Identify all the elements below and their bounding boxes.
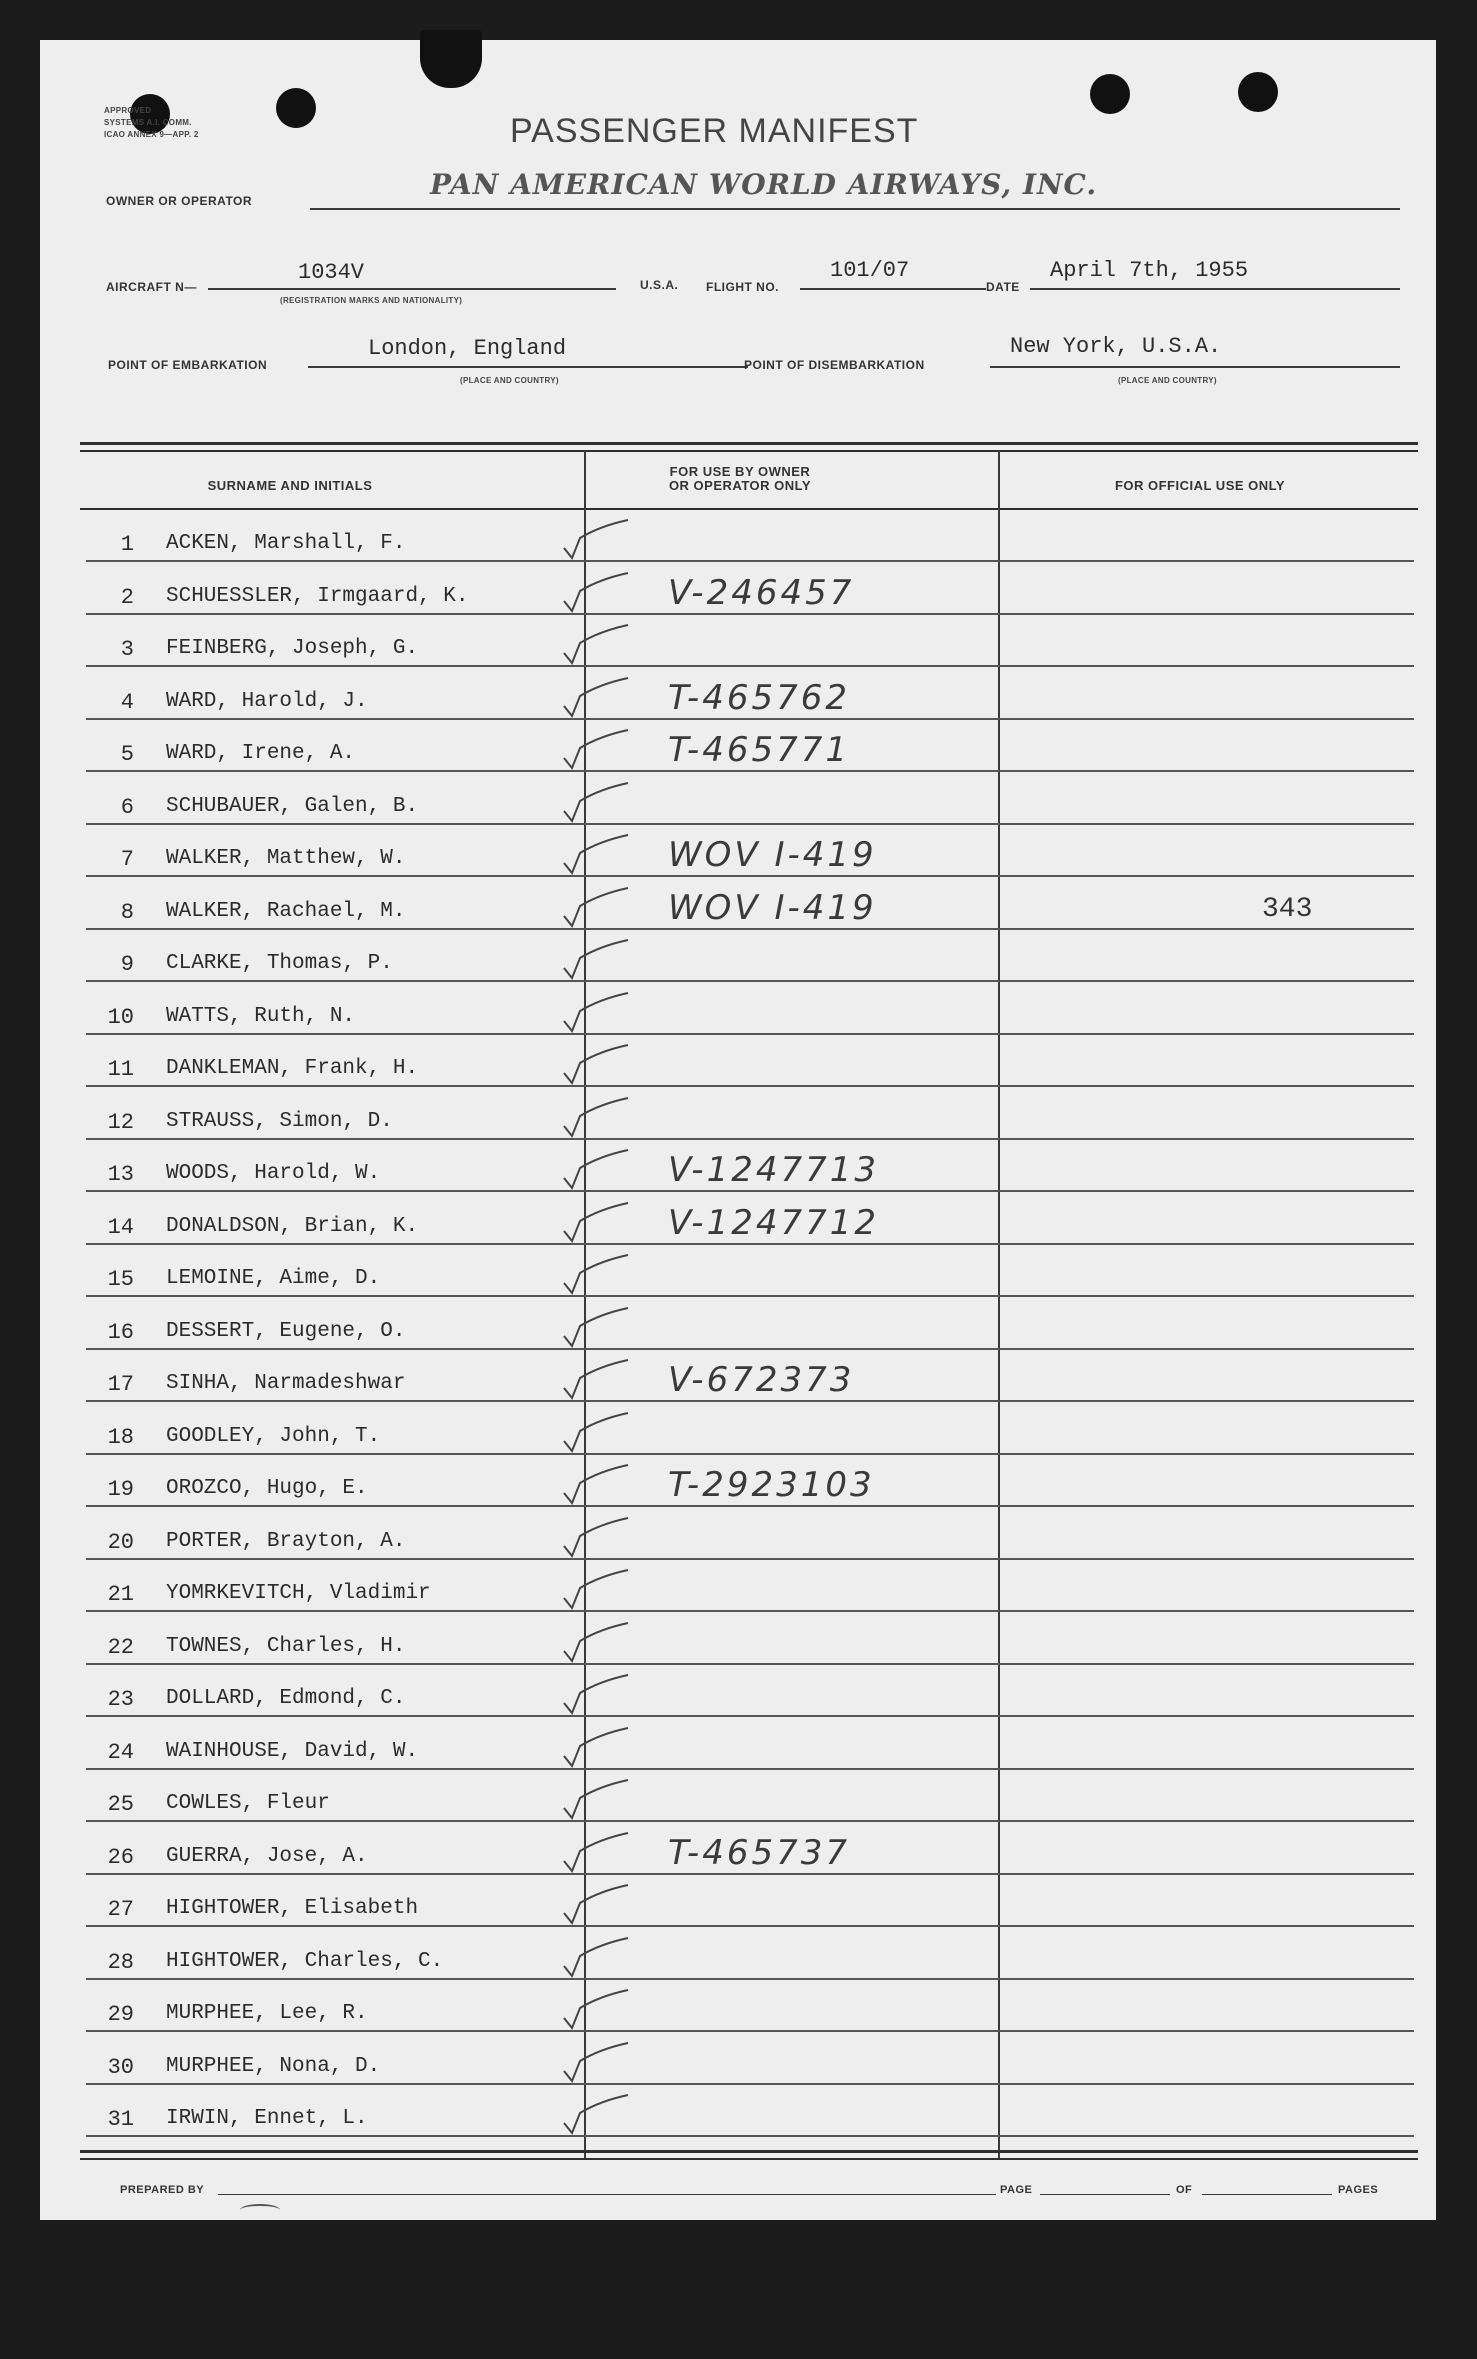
aircraft-underline	[208, 288, 616, 290]
disembark-underline	[990, 366, 1400, 368]
passenger-name: FEINBERG, Joseph, G.	[166, 637, 419, 660]
of-underline	[1202, 2194, 1332, 2195]
date-underline	[1030, 288, 1400, 290]
owner-underline	[310, 208, 1400, 210]
of-label: OF	[1176, 2184, 1193, 2196]
row-number: 6	[120, 794, 134, 820]
owner-note: V-672373	[668, 1360, 855, 1400]
passenger-name: WALKER, Matthew, W.	[166, 847, 406, 870]
owner-note: T-2923103	[668, 1465, 875, 1505]
col-head-owner-2: OR OPERATOR ONLY	[668, 478, 812, 493]
check-mark-icon	[550, 1516, 640, 1562]
passenger-name: GUERRA, Jose, A.	[166, 1844, 368, 1868]
passenger-name: STRAUSS, Simon, D.	[166, 1109, 393, 1133]
row-divider	[86, 560, 1414, 562]
row-divider	[86, 2135, 1414, 2137]
check-mark-icon	[550, 2041, 640, 2087]
owner-label: OWNER OR OPERATOR	[106, 194, 253, 208]
embark-value: London, England	[368, 336, 567, 361]
passenger-name: SCHUESSLER, Irmgaard, K.	[166, 584, 469, 608]
passenger-name: LEMOINE, Aime, D.	[166, 1267, 381, 1290]
row-divider	[86, 823, 1414, 825]
col-divider-2	[998, 450, 1000, 2160]
check-mark-icon	[550, 1358, 640, 1404]
approval-line-1: APPROVED	[104, 106, 152, 115]
row-number: 12	[107, 1109, 134, 1135]
table-bottom-rule-2	[80, 2158, 1418, 2160]
check-mark-icon	[550, 781, 640, 827]
check-mark-icon	[550, 1411, 640, 1457]
official-note: 343	[1262, 894, 1313, 925]
flight-value: 101/07	[830, 258, 910, 283]
page-title: PASSENGER MANIFEST	[510, 112, 919, 150]
row-number: 10	[107, 1004, 134, 1030]
col-head-official: FOR OFFICIAL USE ONLY	[1114, 478, 1286, 493]
row-number: 22	[107, 1634, 134, 1660]
row-divider	[86, 1768, 1414, 1770]
check-mark-icon	[550, 1253, 640, 1299]
check-mark-icon	[550, 1936, 640, 1982]
passenger-name: HIGHTOWER, Elisabeth	[166, 1897, 419, 1920]
row-divider	[86, 1243, 1414, 1245]
row-divider	[86, 1400, 1414, 1402]
row-number: 30	[107, 2054, 134, 2080]
row-divider	[86, 928, 1414, 930]
row-number: 18	[107, 1424, 134, 1450]
binder-tab-hole	[420, 30, 482, 88]
row-number: 3	[120, 637, 134, 662]
owner-note: T-465737	[668, 1832, 850, 1873]
row-divider	[86, 770, 1414, 772]
row-divider	[86, 980, 1414, 982]
check-mark-icon	[550, 1621, 640, 1667]
check-mark-icon	[550, 991, 640, 1037]
check-mark-icon	[550, 728, 640, 774]
row-divider	[86, 613, 1414, 615]
row-number: 8	[120, 899, 134, 925]
approval-line-3: ICAO ANNEX 9—APP. 2	[104, 130, 199, 139]
punch-hole	[276, 88, 316, 128]
row-divider	[86, 2030, 1414, 2032]
row-divider	[86, 1663, 1414, 1665]
passenger-name: SCHUBAUER, Galen, B.	[166, 794, 419, 818]
row-number: 21	[107, 1582, 134, 1607]
row-divider	[86, 1033, 1414, 1035]
row-divider	[86, 2083, 1414, 2085]
passenger-name: MURPHEE, Lee, R.	[166, 2002, 368, 2025]
row-number: 20	[107, 1529, 134, 1555]
row-divider	[86, 1085, 1414, 1087]
aircraft-value: 1034V	[298, 260, 365, 285]
row-number: 13	[107, 1162, 134, 1187]
row-number: 25	[107, 1792, 134, 1817]
check-mark-icon	[550, 676, 640, 722]
row-number: 11	[107, 1057, 134, 1082]
punch-hole	[1090, 74, 1130, 114]
table-top-rule	[80, 442, 1418, 445]
check-mark-icon	[550, 1568, 640, 1614]
row-divider	[86, 1715, 1414, 1717]
row-divider	[86, 1820, 1414, 1822]
row-divider	[86, 1348, 1414, 1350]
passenger-name: CLARKE, Thomas, P.	[166, 952, 393, 975]
row-divider	[86, 1610, 1414, 1612]
passenger-name: COWLES, Fleur	[166, 1792, 330, 1815]
row-number: 5	[120, 742, 134, 767]
embark-underline	[308, 366, 748, 368]
row-number: 16	[107, 1319, 134, 1345]
row-number: 19	[107, 1477, 134, 1502]
row-divider	[86, 875, 1414, 877]
pages-label: PAGES	[1338, 2184, 1379, 2196]
embark-label: POINT OF EMBARKATION	[108, 358, 268, 372]
check-mark-icon	[550, 1306, 640, 1352]
row-divider	[86, 665, 1414, 667]
col-head-owner-1: FOR USE BY OWNER	[669, 464, 811, 479]
row-number: 28	[107, 1949, 134, 1975]
passenger-name: WOODS, Harold, W.	[166, 1162, 381, 1185]
row-number: 14	[107, 1214, 134, 1240]
passenger-name: GOODLEY, John, T.	[166, 1424, 381, 1448]
check-mark-icon	[550, 623, 640, 669]
owner-value: PAN AMERICAN WORLD AIRWAYS, INC.	[430, 168, 1098, 201]
row-divider	[86, 1453, 1414, 1455]
row-number: 7	[120, 847, 134, 872]
flight-underline	[800, 288, 986, 290]
check-mark-icon	[550, 1883, 640, 1929]
row-number: 15	[107, 1267, 134, 1292]
passenger-name: DANKLEMAN, Frank, H.	[166, 1057, 419, 1080]
flight-label: FLIGHT NO.	[706, 280, 779, 294]
owner-note: V-1247712	[668, 1202, 879, 1243]
check-mark-icon	[550, 1096, 640, 1142]
passenger-name: WALKER, Rachael, M.	[166, 899, 406, 923]
disembark-value: New York, U.S.A.	[1010, 334, 1222, 359]
printer-mark-icon	[240, 2204, 280, 2216]
row-divider	[86, 1978, 1414, 1980]
row-number: 9	[120, 952, 134, 977]
owner-note: WOV I-419	[668, 887, 877, 928]
check-mark-icon	[550, 938, 640, 984]
passenger-name: WARD, Irene, A.	[166, 742, 356, 765]
passenger-name: WAINHOUSE, David, W.	[166, 1739, 419, 1763]
check-mark-icon	[550, 1988, 640, 2034]
passenger-name: PORTER, Brayton, A.	[166, 1529, 406, 1553]
col-head-surname: SURNAME AND INITIALS	[207, 478, 373, 493]
page-underline	[1040, 2194, 1170, 2195]
approval-line-2: SYSTEMS A.I. COMM.	[104, 118, 192, 127]
manifest-sheet	[40, 40, 1436, 2220]
check-mark-icon	[550, 1778, 640, 1824]
check-mark-icon	[550, 1726, 640, 1772]
check-mark-icon	[550, 2093, 640, 2139]
passenger-name: HIGHTOWER, Charles, C.	[166, 1949, 444, 1973]
disembark-sub: (PLACE AND COUNTRY)	[1118, 376, 1217, 385]
page-label: PAGE	[1000, 2184, 1033, 2196]
passenger-name: IRWIN, Ennet, L.	[166, 2107, 368, 2130]
aircraft-label: AIRCRAFT N—	[106, 280, 197, 294]
check-mark-icon	[550, 1043, 640, 1089]
row-number: 1	[120, 532, 134, 557]
usa-label: U.S.A.	[640, 278, 679, 292]
row-number: 31	[107, 2107, 134, 2132]
row-number: 26	[107, 1844, 134, 1870]
check-mark-icon	[550, 518, 640, 564]
row-divider	[86, 1558, 1414, 1560]
embark-sub: (PLACE AND COUNTRY)	[460, 376, 559, 385]
prepared-label: PREPARED BY	[120, 2184, 205, 2196]
row-divider	[86, 1295, 1414, 1297]
passenger-name: DONALDSON, Brian, K.	[166, 1214, 419, 1238]
passenger-name: MURPHEE, Nona, D.	[166, 2054, 381, 2078]
check-mark-icon	[550, 1831, 640, 1877]
date-label: DATE	[986, 280, 1020, 294]
table-bottom-rule	[80, 2150, 1418, 2153]
header-bottom-rule	[80, 508, 1418, 510]
check-mark-icon	[550, 1148, 640, 1194]
owner-note: T-465771	[668, 730, 850, 770]
row-divider	[86, 718, 1414, 720]
row-divider	[86, 1505, 1414, 1507]
row-number: 29	[107, 2002, 134, 2027]
row-number: 27	[107, 1897, 134, 1922]
row-number: 24	[107, 1739, 134, 1765]
table-top-rule-2	[80, 450, 1418, 452]
check-mark-icon	[550, 1463, 640, 1509]
passenger-name: ACKEN, Marshall, F.	[166, 532, 406, 555]
row-number: 17	[107, 1372, 134, 1397]
passenger-name: OROZCO, Hugo, E.	[166, 1477, 368, 1500]
passenger-name: YOMRKEVITCH, Vladimir	[166, 1582, 431, 1605]
punch-hole	[1238, 72, 1278, 112]
passenger-name: WARD, Harold, J.	[166, 689, 368, 713]
row-divider	[86, 1138, 1414, 1140]
passenger-name: DOLLARD, Edmond, C.	[166, 1687, 406, 1710]
disembark-label: POINT OF DISEMBARKATION	[744, 358, 925, 372]
aircraft-sub: (REGISTRATION MARKS AND NATIONALITY)	[280, 296, 463, 305]
date-value: April 7th, 1955	[1050, 258, 1249, 283]
check-mark-icon	[550, 886, 640, 932]
passenger-name: WATTS, Ruth, N.	[166, 1004, 356, 1028]
row-divider	[86, 1873, 1414, 1875]
check-mark-icon	[550, 1201, 640, 1247]
row-divider	[86, 1190, 1414, 1192]
row-number: 4	[120, 689, 134, 715]
check-mark-icon	[550, 1673, 640, 1719]
row-number: 2	[120, 584, 134, 610]
check-mark-icon	[550, 571, 640, 617]
owner-note: WOV I-419	[668, 835, 877, 875]
row-number: 23	[107, 1687, 134, 1712]
owner-note: V-1247713	[668, 1150, 879, 1190]
check-mark-icon	[550, 833, 640, 879]
prepared-underline	[218, 2194, 996, 2195]
passenger-name: DESSERT, Eugene, O.	[166, 1319, 406, 1343]
row-divider	[86, 1925, 1414, 1927]
passenger-name: SINHA, Narmadeshwar	[166, 1372, 406, 1395]
owner-note: T-465762	[668, 677, 850, 718]
passenger-name: TOWNES, Charles, H.	[166, 1634, 406, 1658]
owner-note: V-246457	[668, 572, 855, 613]
